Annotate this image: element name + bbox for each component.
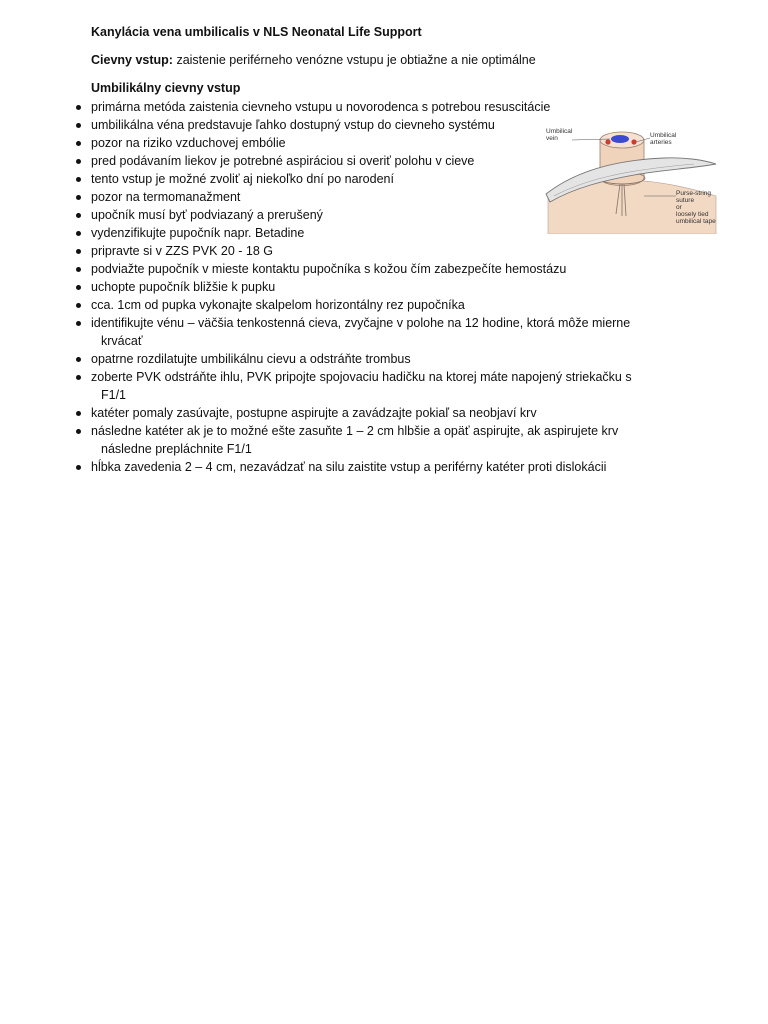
bullet-text: zoberte PVK odstráňte ihlu, PVK pripojte spojovaciu hadičku na ktorej máte napojený striekačku s xyxy=(91,370,632,384)
bullet-text: cca. 1cm od pupka vykonajte skalpelom horizontálny rez pupočníka xyxy=(91,298,465,312)
intro-text: zaistenie periférneho venózne vstupu je obtiažne a nie optimálne xyxy=(172,53,536,67)
bullet-text: pozor na termomanažment xyxy=(91,190,241,204)
bullet-text: pripravte si v ZZS PVK 20 - 18 G xyxy=(91,244,274,258)
bullet-item xyxy=(0,296,680,314)
bullet-dot-icon xyxy=(76,267,81,272)
bullet-dot-icon xyxy=(76,177,81,182)
bullet-dot-icon xyxy=(76,123,81,128)
bullet-item xyxy=(0,350,680,368)
bullet-dot-icon xyxy=(76,357,81,362)
bullet-text: následne katéter ak je to možné ešte zasuňte 1 – 2 cm hlbšie a opäť aspirujte, ak aspirujete krv xyxy=(91,424,619,438)
bullet-text-continuation: následne prepláchnite F1/1 xyxy=(101,442,252,456)
bullet-text: podviažte pupočník v mieste kontaktu pupočníka s kožou čím zabezpečíte hemostázu xyxy=(91,262,567,276)
label-purse-string-suture: Purse-string suture or loosely tied umbilical tape xyxy=(676,190,716,225)
bullet-text: uchopte pupočník bližšie k pupku xyxy=(91,280,276,294)
bullet-item xyxy=(0,242,680,260)
bullet-text: identifikujte vénu – väčšia tenkostenná cieva, zvyčajne v polohe na 12 hodine, ktorá môže mierne xyxy=(91,316,631,330)
intro-paragraph xyxy=(91,53,536,67)
bullet-dot-icon xyxy=(76,375,81,380)
bullet-text: umbilikálna véna predstavuje ľahko dostupný vstup do cievneho systému xyxy=(91,118,495,132)
bullet-text-continuation: krvácať xyxy=(101,334,143,348)
bullet-text: hĺbka zavedenia 2 – 4 cm, nezavádzať na silu zaistite vstup a periférny katéter proti dislokácii xyxy=(91,460,607,474)
intro-label: Cievny vstup: xyxy=(91,53,173,67)
bullet-dot-icon xyxy=(76,249,81,254)
bullet-item xyxy=(0,368,680,404)
bullet-item xyxy=(0,260,680,278)
section-heading: Umbilikálny cievny vstup xyxy=(91,81,241,95)
bullet-dot-icon xyxy=(76,159,81,164)
bullet-item xyxy=(0,404,680,422)
umbilical-catheter-figure xyxy=(544,122,720,234)
bullet-dot-icon xyxy=(76,465,81,470)
label-umbilical-vein: Umbilical vein xyxy=(546,128,573,142)
bullet-text: pozor na riziko vzduchovej embólie xyxy=(91,136,286,150)
bullet-text: tento vstup je možné zvoliť aj niekoľko dní po narodení xyxy=(91,172,394,186)
bullet-dot-icon xyxy=(76,105,81,110)
bullet-dot-icon xyxy=(76,213,81,218)
bullet-text: opatrne rozdilatujte umbilikálnu cievu a odstráňte trombus xyxy=(91,352,411,366)
bullet-text: katéter pomaly zasúvajte, postupne aspirujte a zavádzajte pokiaľ sa neobjaví krv xyxy=(91,406,537,420)
bullet-dot-icon xyxy=(76,411,81,416)
bullet-item xyxy=(0,422,680,458)
bullet-text: vydenzifikujte pupočník napr. Betadine xyxy=(91,226,305,240)
bullet-dot-icon xyxy=(76,195,81,200)
document-title: Kanylácia vena umbilicalis v NLS Neonatal Life Support xyxy=(91,25,422,39)
bullet-item xyxy=(0,314,680,350)
bullet-dot-icon xyxy=(76,303,81,308)
umbilical-vein xyxy=(611,135,629,143)
bullet-text: primárna metóda zaistenia cievneho vstupu u novorodenca s potrebou resuscitácie xyxy=(91,100,551,114)
bullet-item xyxy=(0,278,680,296)
label-umbilical-arteries: Umbilical arteries xyxy=(650,132,677,146)
bullet-dot-icon xyxy=(76,429,81,434)
bullet-dot-icon xyxy=(76,285,81,290)
bullet-item xyxy=(0,458,680,476)
bullet-text: pred podávaním liekov je potrebné aspiráciou si overiť polohu v cieve xyxy=(91,154,475,168)
umbilical-artery-left xyxy=(605,139,610,144)
bullet-item xyxy=(0,98,680,116)
bullet-text: upočník musí byť podviazaný a prerušený xyxy=(91,208,323,222)
bullet-dot-icon xyxy=(76,321,81,326)
bullet-dot-icon xyxy=(76,231,81,236)
bullet-text-continuation: F1/1 xyxy=(101,388,127,402)
umbilical-artery-right xyxy=(631,139,636,144)
bullet-dot-icon xyxy=(76,141,81,146)
